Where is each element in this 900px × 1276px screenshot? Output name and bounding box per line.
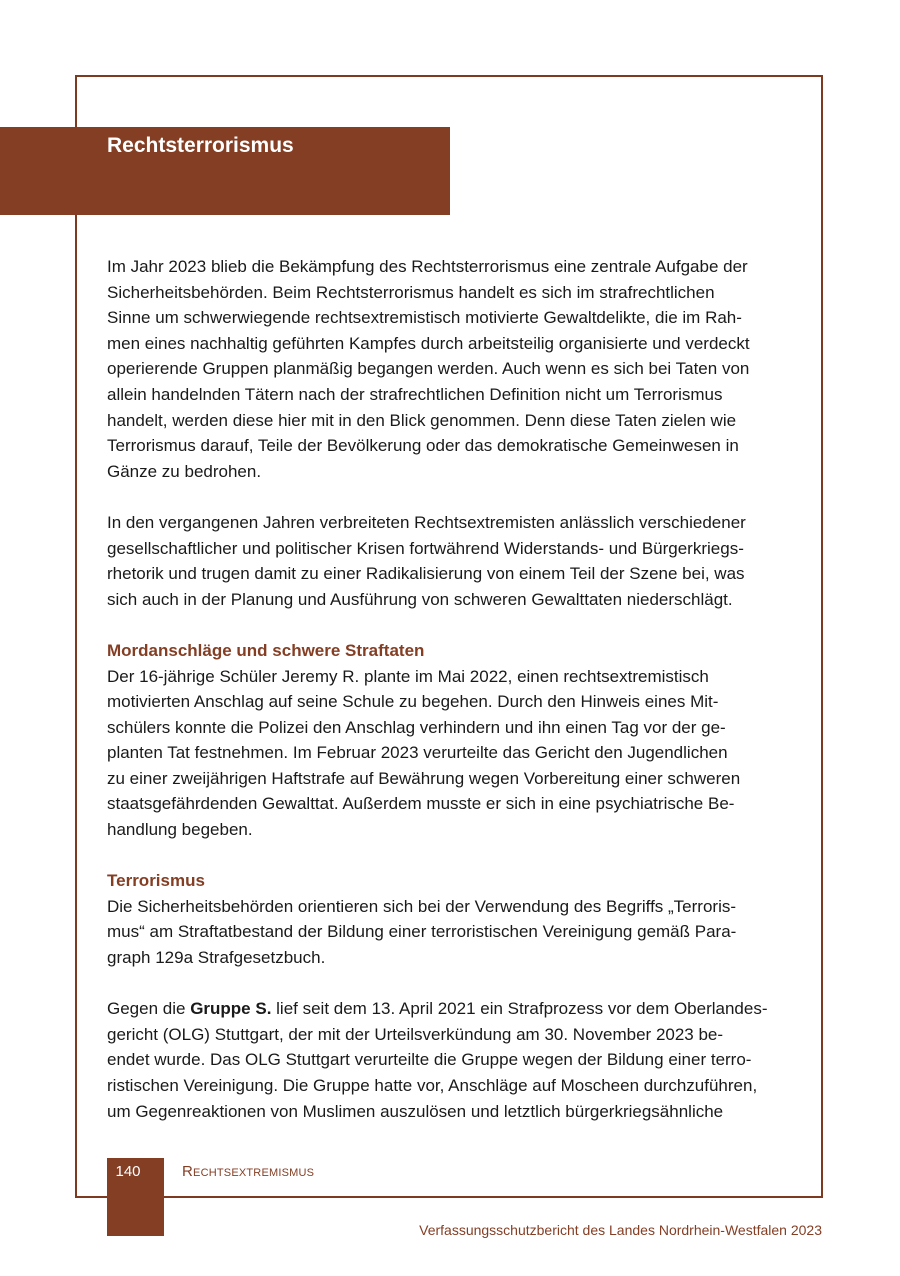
- text-line: allein handelnden Tätern nach der strafrechtlichen Definition nicht um Terrorismus: [107, 384, 723, 404]
- section-title: Rechtsterrorismus: [107, 134, 294, 157]
- text-line: Sicherheitsbehörden. Beim Rechtsterrorismus handelt es sich im strafrechtlichen: [107, 282, 715, 302]
- text-line: ristischen Vereinigung. Die Gruppe hatte vor, Anschläge auf Moscheen durchzuführen,: [107, 1076, 758, 1095]
- text-line: Der 16-jährige Schüler Jeremy R. plante im Mai 2022, einen rechtsextremistisch: [107, 666, 709, 686]
- text-line: gesellschaftlicher und politischer Krisen fortwährend Widerstands- und Bürgerkriegs-: [107, 538, 744, 558]
- rhetoric-paragraph: [107, 510, 789, 612]
- intro-paragraph: [107, 254, 789, 484]
- text-line: Im Jahr 2023 blieb die Bekämpfung des Rechtsterrorismus eine zentrale Aufgabe der: [107, 257, 748, 276]
- terrorism-paragraph: [107, 894, 789, 971]
- text-line: Sinne um schwerwiegende rechtsextremistisch motivierte Gewaltdelikte, die im Rah-: [107, 308, 742, 328]
- text-line: operierende Gruppen planmäßig begangen werden. Auch wenn es sich bei Taten von: [107, 359, 750, 379]
- main-content: [107, 254, 789, 1150]
- section-heading-attacks: Mordanschläge und schwere Straftaten: [107, 640, 425, 660]
- text-line: mus“ am Straftatbestand der Bildung einer terroristischen Vereinigung gemäß Para-: [107, 922, 737, 942]
- text-line: staatsgefährdenden Gewalttat. Außerdem musste er sich in eine psychiatrische Be-: [107, 794, 735, 814]
- text-line: In den vergangenen Jahren verbreiteten Rechtsextremisten anlässlich verschiedener: [107, 512, 746, 532]
- text-line: Terrorismus darauf, Teile der Bevölkerung oder das demokratische Gemeinwesen in: [107, 436, 739, 456]
- text-line: sich auch in der Planung und Ausführung von schweren Gewalttaten niederschlägt.: [107, 589, 733, 609]
- text-line: planten Tat festnehmen. Im Februar 2023 verurteilte das Gericht den Jugendlichen: [107, 743, 728, 763]
- text-line: motivierten Anschlag auf seine Schule zu begehen. Durch den Hinweis eines Mit-: [107, 692, 719, 712]
- text-line: zu einer zweijährigen Haftstrafe auf Bewährung wegen Vorbereitung einer schweren: [107, 768, 741, 788]
- text-line: men eines nachhaltig geführten Kampfes durch arbeitsteilig organisierte und verdeckt: [107, 333, 750, 353]
- text-line: rhetorik und trugen damit zu einer Radikalisierung von einem Teil der Szene bei, was: [107, 564, 745, 584]
- text-line: graph 129a Strafgesetzbuch.: [107, 948, 326, 968]
- text-line: endet wurde. Das OLG Stuttgart verurteilte die Gruppe wegen der Bildung einer terro-: [107, 1050, 752, 1070]
- group-intro: Gegen die: [107, 999, 191, 1019]
- section-heading-terrorism: Terrorismus: [107, 871, 205, 891]
- text-line: um Gegenreaktionen von Muslimen auszulösen und letztlich bürgerkriegsähnliche: [107, 1101, 724, 1121]
- text-line: handelt, werden diese hier mit in den Blick genommen. Denn diese Taten zielen wie: [107, 410, 737, 430]
- running-section-name: Rechtsextremismus: [182, 1163, 315, 1180]
- group-first-rest: lief seit dem 13. April 2021 ein Strafprozess vor dem Oberlandes-: [271, 999, 768, 1019]
- group-paragraph: [107, 996, 789, 1124]
- page-number: 140: [115, 1163, 141, 1180]
- text-line: handlung begeben.: [107, 820, 253, 840]
- text-line: Gänze zu bedrohen.: [107, 461, 262, 481]
- text-line: schülers konnte die Polizei den Anschlag verhindern und ihn einen Tag vor der ge-: [107, 717, 726, 737]
- attacks-paragraph: [107, 664, 789, 843]
- text-line: gericht (OLG) Stuttgart, der mit der Urteilsverkündung am 30. November 2023 be-: [107, 1024, 724, 1044]
- group-name: Gruppe S.: [190, 999, 272, 1019]
- text-line: Die Sicherheitsbehörden orientieren sich bei der Verwendung des Begriffs „Terroris-: [107, 896, 737, 916]
- text-line: [107, 996, 789, 1022]
- publication-footer: Verfassungsschutzbericht des Landes Nordrhein-Westfalen 2023: [419, 1222, 822, 1238]
